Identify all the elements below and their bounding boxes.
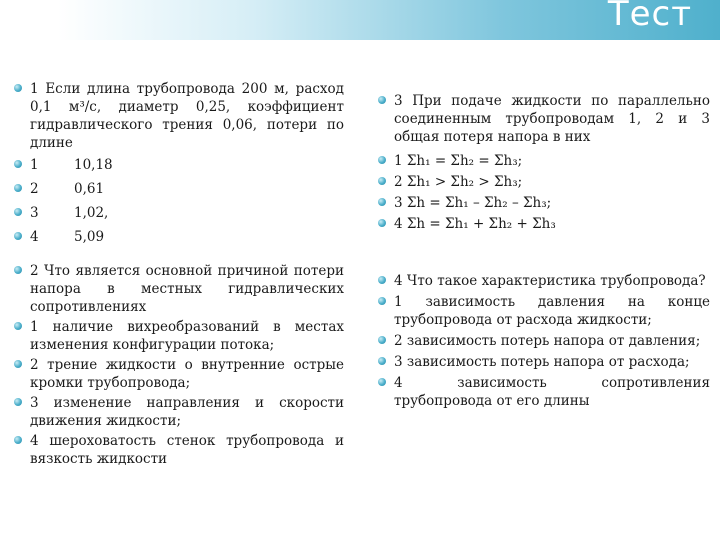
question-1-text: 1 Если длина трубопровода 200 м, расход 0,1 м³/с, диаметр 0,25, коэффициент гидравлического трения 0,06, потери по длине: [14, 80, 344, 152]
question-2-block: [14, 262, 344, 468]
question-1-option-1: [14, 156, 344, 174]
option-number: 3: [30, 205, 39, 221]
question-2-option-1: 1 наличие вихреобразований в местах изменения конфигурации потока;: [14, 318, 344, 354]
question-4-option-4: 4 зависимость сопротивления трубопровода от его длины: [378, 374, 710, 410]
question-4-text: 4 Что такое характеристика трубопровода?: [378, 272, 710, 290]
question-1-block: [14, 80, 344, 246]
question-2-option-4: 4 шероховатость стенок трубопровода и вязкость жидкости: [14, 432, 344, 468]
question-3-option-2: 2 Σh₁ > Σh₂ > Σh₃;: [378, 173, 710, 191]
option-number: 2: [30, 181, 39, 197]
question-3-option-1: 1 Σh₁ = Σh₂ = Σh₃;: [378, 152, 710, 170]
option-value: 10,18: [74, 157, 113, 173]
question-3-text: 3 При подаче жидкости по параллельно соединенным трубопроводам 1, 2 и 3 общая потеря напора в них: [378, 92, 710, 146]
question-3-option-3: 3 Σh = Σh₁ – Σh₂ – Σh₃;: [378, 194, 710, 212]
question-2-text: 2 Что является основной причиной потери напора в местных гидравлических сопротивлениях: [14, 262, 344, 316]
question-4-block: [378, 272, 710, 413]
question-4-option-2: 2 зависимость потерь напора от давления;: [378, 332, 710, 350]
question-3-option-4: 4 Σh = Σh₁ + Σh₂ + Σh₃: [378, 215, 710, 233]
question-1-option-2: [14, 180, 344, 198]
question-2-option-2: 2 трение жидкости о внутренние острые кромки трубопровода;: [14, 356, 344, 392]
option-value: 5,09: [74, 229, 105, 245]
slide-title: Тест: [607, 0, 692, 34]
question-3-block: [378, 92, 710, 236]
question-2-option-3: 3 изменение направления и скорости движения жидкости;: [14, 394, 344, 430]
option-value: 0,61: [74, 181, 105, 197]
question-1-option-4: [14, 228, 344, 246]
option-value: 1,02,: [74, 205, 109, 221]
question-1-option-3: [14, 204, 344, 222]
option-number: 1: [30, 157, 39, 173]
question-4-option-3: 3 зависимость потерь напора от расхода;: [378, 353, 710, 371]
option-number: 4: [30, 229, 39, 245]
question-4-option-1: 1 зависимость давления на конце трубопровода от расхода жидкости;: [378, 293, 710, 329]
